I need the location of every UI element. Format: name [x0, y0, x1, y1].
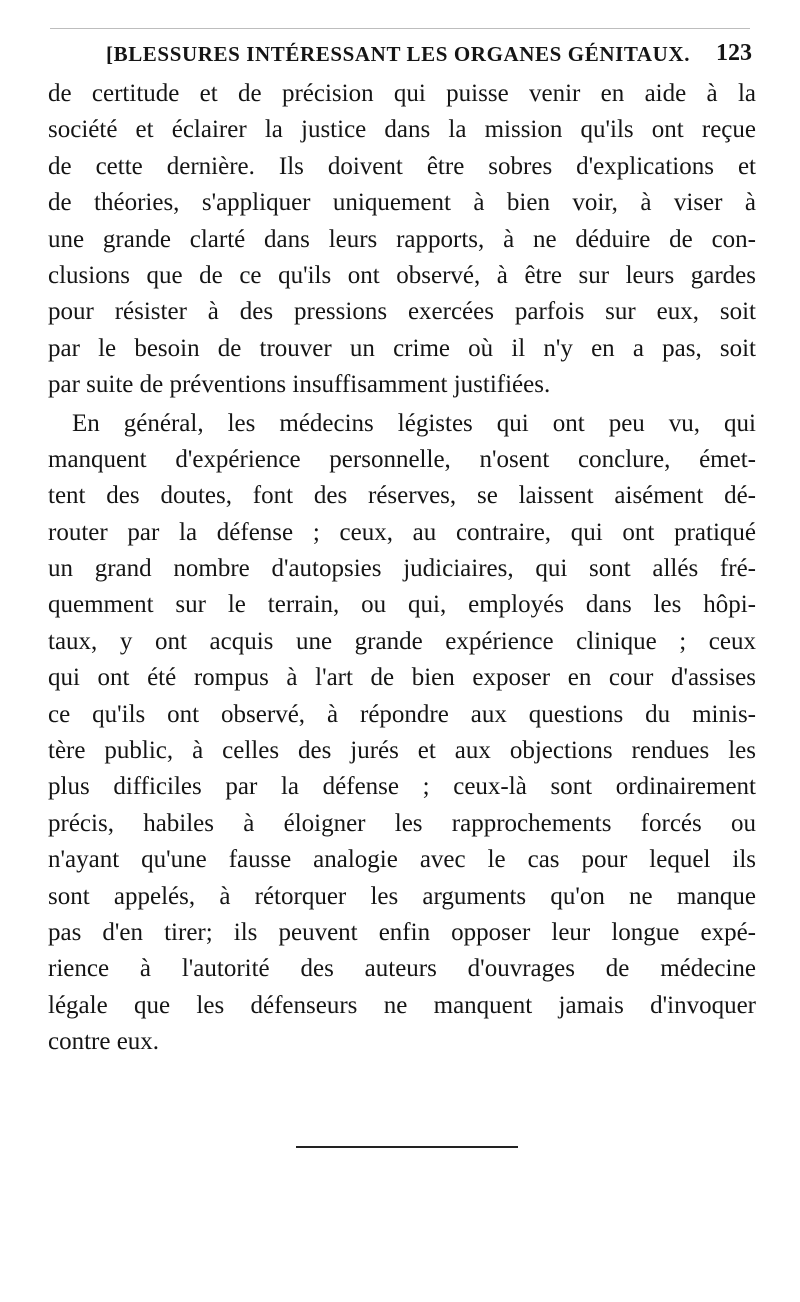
text-line: n'ayant qu'une fausse analogie avec le cas pour lequel ils: [48, 846, 756, 874]
text-line: tent des doutes, font des réserves, se laissent aisément dé-: [48, 482, 756, 510]
text-line: un grand nombre d'autopsies judiciaires, qui sont allés fré-: [48, 555, 756, 583]
text-line: contre eux.: [48, 1028, 160, 1056]
top-rule: [50, 28, 750, 29]
text-line: par suite de préventions insuffisamment justifiées.: [48, 371, 551, 399]
running-title: [BLESSURES INTÉRESSANT LES ORGANES GÉNITAUX.: [106, 42, 691, 66]
text-line: plus difficiles par la défense ; ceux-là sont ordinairement: [48, 773, 756, 801]
text-line: quemment sur le terrain, ou qui, employés dans les hôpi-: [48, 591, 756, 619]
text-line: rience à l'autorité des auteurs d'ouvrages de médecine: [48, 955, 756, 983]
text-line: par le besoin de trouver un crime où il n'y en a pas, soit: [48, 334, 756, 362]
page-number: 123: [716, 40, 752, 66]
text-line: une grande clarté dans leurs rapports, à ne déduire de con-: [48, 225, 756, 253]
running-header: [48, 38, 756, 72]
text-line: ce qu'ils ont observé, à répondre aux questions du minis-: [48, 700, 756, 728]
text-line: de théories, s'appliquer uniquement à bien voir, à viser à: [48, 189, 756, 217]
text-line: taux, y ont acquis une grande expérience clinique ; ceux: [48, 627, 756, 655]
text-line: clusions que de ce qu'ils ont observé, à être sur leurs gardes: [48, 261, 756, 289]
text-line: société et éclairer la justice dans la mission qu'ils ont reçue: [48, 116, 756, 144]
text-line: de cette dernière. Ils doivent être sobres d'explications et: [48, 152, 756, 180]
text-line: pour résister à des pressions exercées parfois sur eux, soit: [48, 298, 756, 326]
text-line: pas d'en tirer; ils peuvent enfin opposer leur longue expé-: [48, 918, 756, 946]
text-line: router par la défense ; ceux, au contraire, qui ont pratiqué: [48, 518, 756, 546]
text-line: manquent d'expérience personnelle, n'osent conclure, émet-: [48, 445, 756, 473]
text-line: précis, habiles à éloigner les rapprochements forcés ou: [48, 809, 756, 837]
text-line: légale que les défenseurs ne manquent jamais d'invoquer: [48, 991, 756, 1019]
text-line: sont appelés, à rétorquer les arguments qu'on ne manque: [48, 882, 756, 910]
text-line: En général, les médecins légistes qui ont peu vu, qui: [72, 409, 756, 437]
text-line: tère public, à celles des jurés et aux objections rendues les: [48, 737, 756, 765]
text-line: qui ont été rompus à l'art de bien exposer en cour d'assises: [48, 664, 756, 692]
body-text: [48, 76, 756, 1061]
text-line: de certitude et de précision qui puisse venir en aide à la: [48, 80, 756, 107]
section-end-rule: [296, 1146, 518, 1148]
